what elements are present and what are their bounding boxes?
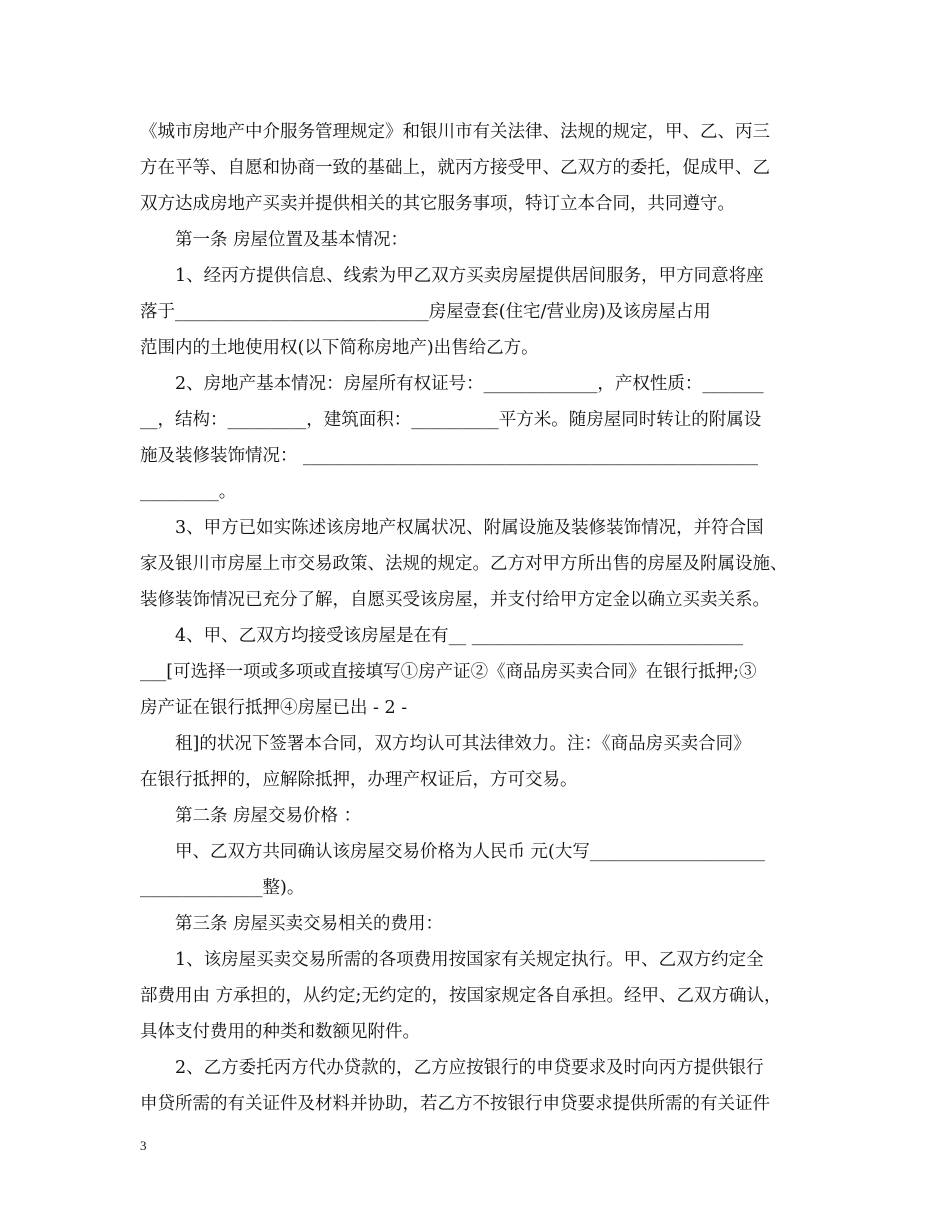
paragraph-line: 《城市房地产中介服务管理规定》和银川市有关法律、法规的规定，甲、乙、丙三 — [140, 122, 770, 142]
page-number: 3 — [140, 1138, 147, 1153]
paragraph-line: 具体支付费用的种类和数额见附件。 — [140, 1022, 420, 1042]
paragraph-line: 范围内的土地使用权(以下简称房地产)出售给乙方。 — [140, 338, 539, 358]
paragraph-line: 1、经丙方提供信息、线索为甲乙双方买卖房屋提供居间服务，甲方同意将座 — [175, 266, 764, 286]
paragraph-line: 家及银川市房屋上市交易政策、法规的规定。乙方对甲方所出售的房屋及附属设施、 — [140, 554, 788, 574]
paragraph-line: 装修装饰情况已充分了解，自愿买受该房屋，并支付给甲方定金以确立买卖关系。 — [140, 590, 770, 610]
paragraph-line: ___[可选择一项或多项或直接填写①房产证②《商品房买卖合同》在银行抵押;③ — [140, 662, 757, 682]
paragraph-line: 施及装修装饰情况： ____________________________________________________ — [140, 446, 759, 466]
paragraph-line: 申贷所需的有关证件及材料并协助，若乙方不按银行申贷要求提供所需的有关证件 — [140, 1094, 770, 1114]
article-heading: 第二条 房屋交易价格 ： — [175, 806, 362, 826]
paragraph-line: _________。 — [140, 482, 237, 502]
paragraph-line: 双方达成房地产买卖并提供相关的其它服务事项，特订立本合同，共同遵守。 — [140, 194, 735, 214]
paragraph-line: 4、甲、乙双方均接受该房屋是在有__ _______________________________ — [175, 626, 743, 646]
paragraph-line: 2、房地产基本情况：房屋所有权证号：_____________，产权性质：_______ — [175, 374, 764, 394]
paragraph-line: 方在平等、自愿和协商一致的基础上，就丙方接受甲、乙双方的委托，促成甲、乙 — [140, 158, 770, 178]
paragraph-line: 房产证在银行抵押④房屋已出 - 2 - — [140, 698, 408, 718]
article-heading: 第一条 房屋位置及基本情况： — [175, 230, 409, 250]
paragraph-line: 部费用由 方承担的，从约定;无约定的，按国家规定各自承担。经甲、乙双方确认， — [140, 986, 782, 1006]
paragraph-line: 甲、乙双方共同确认该房屋交易价格为人民币 元(大写____________________ — [175, 842, 765, 862]
paragraph-line: 1、该房屋买卖交易所需的各项费用按国家有关规定执行。甲、乙双方约定全 — [175, 950, 764, 970]
paragraph-line: 在银行抵押的，应解除抵押，办理产权证后，方可交易。 — [140, 770, 578, 790]
paragraph-line: 2、乙方委托丙方代办贷款的，乙方应按银行的申贷要求及时向丙方提供银行 — [175, 1058, 764, 1078]
paragraph-line: ______________整)。 — [140, 878, 305, 898]
article-heading: 第三条 房屋买卖交易相关的费用： — [175, 914, 444, 934]
paragraph-line: 租]的状况下签署本合同，双方均认可其法律效力。注：《商品房买卖合同》 — [175, 734, 751, 754]
paragraph-line: 落于_____________________________房屋壹套(住宅/营业房)及该房屋占用 — [140, 302, 711, 322]
paragraph-line: 3、甲方已如实陈述该房地产权属状况、附属设施及装修装饰情况，并符合国 — [175, 518, 764, 538]
paragraph-line: __，结构：_________，建筑面积：__________平方米。随房屋同时转让的附属设 — [140, 410, 762, 430]
